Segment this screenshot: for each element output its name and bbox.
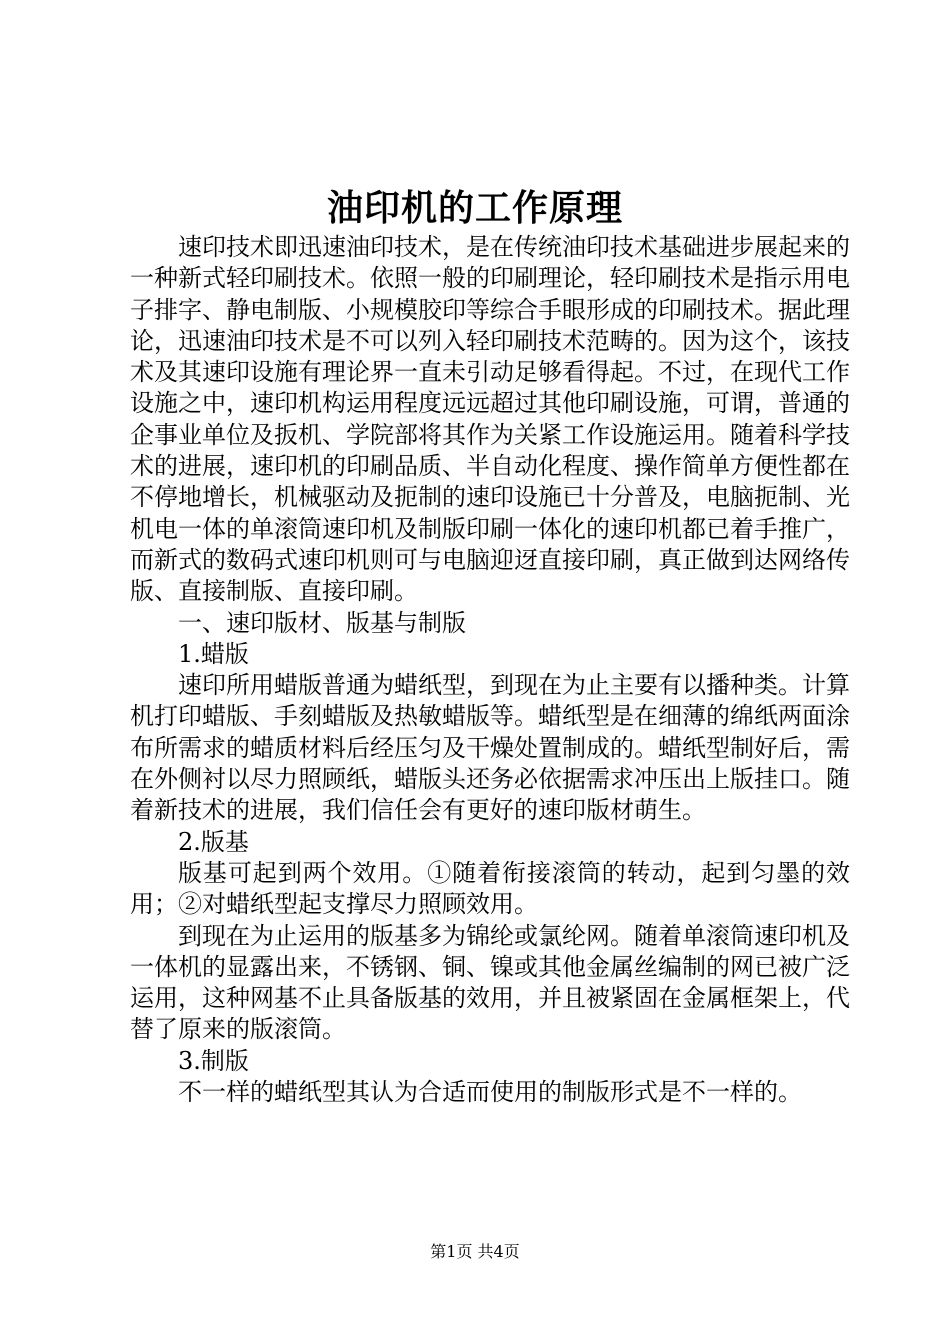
paragraph-plate-base-materials: 到现在为止运用的版基多为锦纶或氯纶网。随着单滚筒速印机及一体机的显露出来，不锈钢、铜、镍或其他金属丝编制的网已被广泛运用，这种网基不止具备版基的效用，并且被紧固在金属框架上，代替了原来的版滚筒。 [130, 921, 850, 1044]
paragraph-plate-making: 不一样的蜡纸型其认为合适而使用的制版形式是不一样的。 [178, 1078, 802, 1107]
subsection-heading-plate-base: 2.版基 [178, 827, 249, 856]
page-footer: 第1页 共4页 [430, 1242, 520, 1261]
section-heading-1: 一、速印版材、版基与制版 [178, 608, 466, 637]
document-body [130, 232, 850, 1108]
paragraph-intro: 速印技术即迅速油印技术，是在传统油印技术基础进步展起来的一种新式轻印刷技术。依照一般的印刷理论，轻印刷技术是指示用电子排字、静电制版、小规模胶印等综合手眼形成的印刷技术。据此理论，迅速油印技术是不可以列入轻印刷技术范畴的。因为这个，该技术及其速印设施有理论界一直未引动足够看得起。不过，在现代工作设施之中，速印机构运用程度远远超过其他印刷设施，可谓，普通的企事业单位及扳机、学院部将其作为关紧工作设施运用。随着科学技术的进展，速印机的印刷品质、半自动化程度、操作简单方便性都在不停地增长，机械驱动及扼制的速印设施已十分普及，电脑扼制、光机电一体的单滚筒速印机及制版印刷一体化的速印机都已着手推广，而新式的数码式速印机则可与电脑迎迓直接印刷，真正做到达网络传版、直接制版、直接印刷。 [130, 233, 850, 606]
subsection-heading-wax-plate: 1.蜡版 [178, 639, 249, 668]
subsection-heading-plate-making: 3.制版 [178, 1046, 249, 1075]
paragraph-plate-base-functions: 版基可起到两个效用。①随着衔接滚筒的转动，起到匀墨的效用；②对蜡纸型起支撑尽力照顾效用。 [130, 858, 850, 919]
paragraph-wax-plate: 速印所用蜡版普通为蜡纸型，到现在为止主要有以播种类。计算机打印蜡版、手刻蜡版及热敏蜡版等。蜡纸型是在细薄的绵纸两面涂布所需求的蜡质材料后经压匀及干燥处置制成的。蜡纸型制好后，需在外侧衬以尽力照顾纸，蜡版头还务必依据需求冲压出上版挂口。随着新技术的进展，我们信任会有更好的速印版材萌生。 [130, 671, 850, 825]
document-title: 油印机的工作原理 [326, 187, 623, 229]
